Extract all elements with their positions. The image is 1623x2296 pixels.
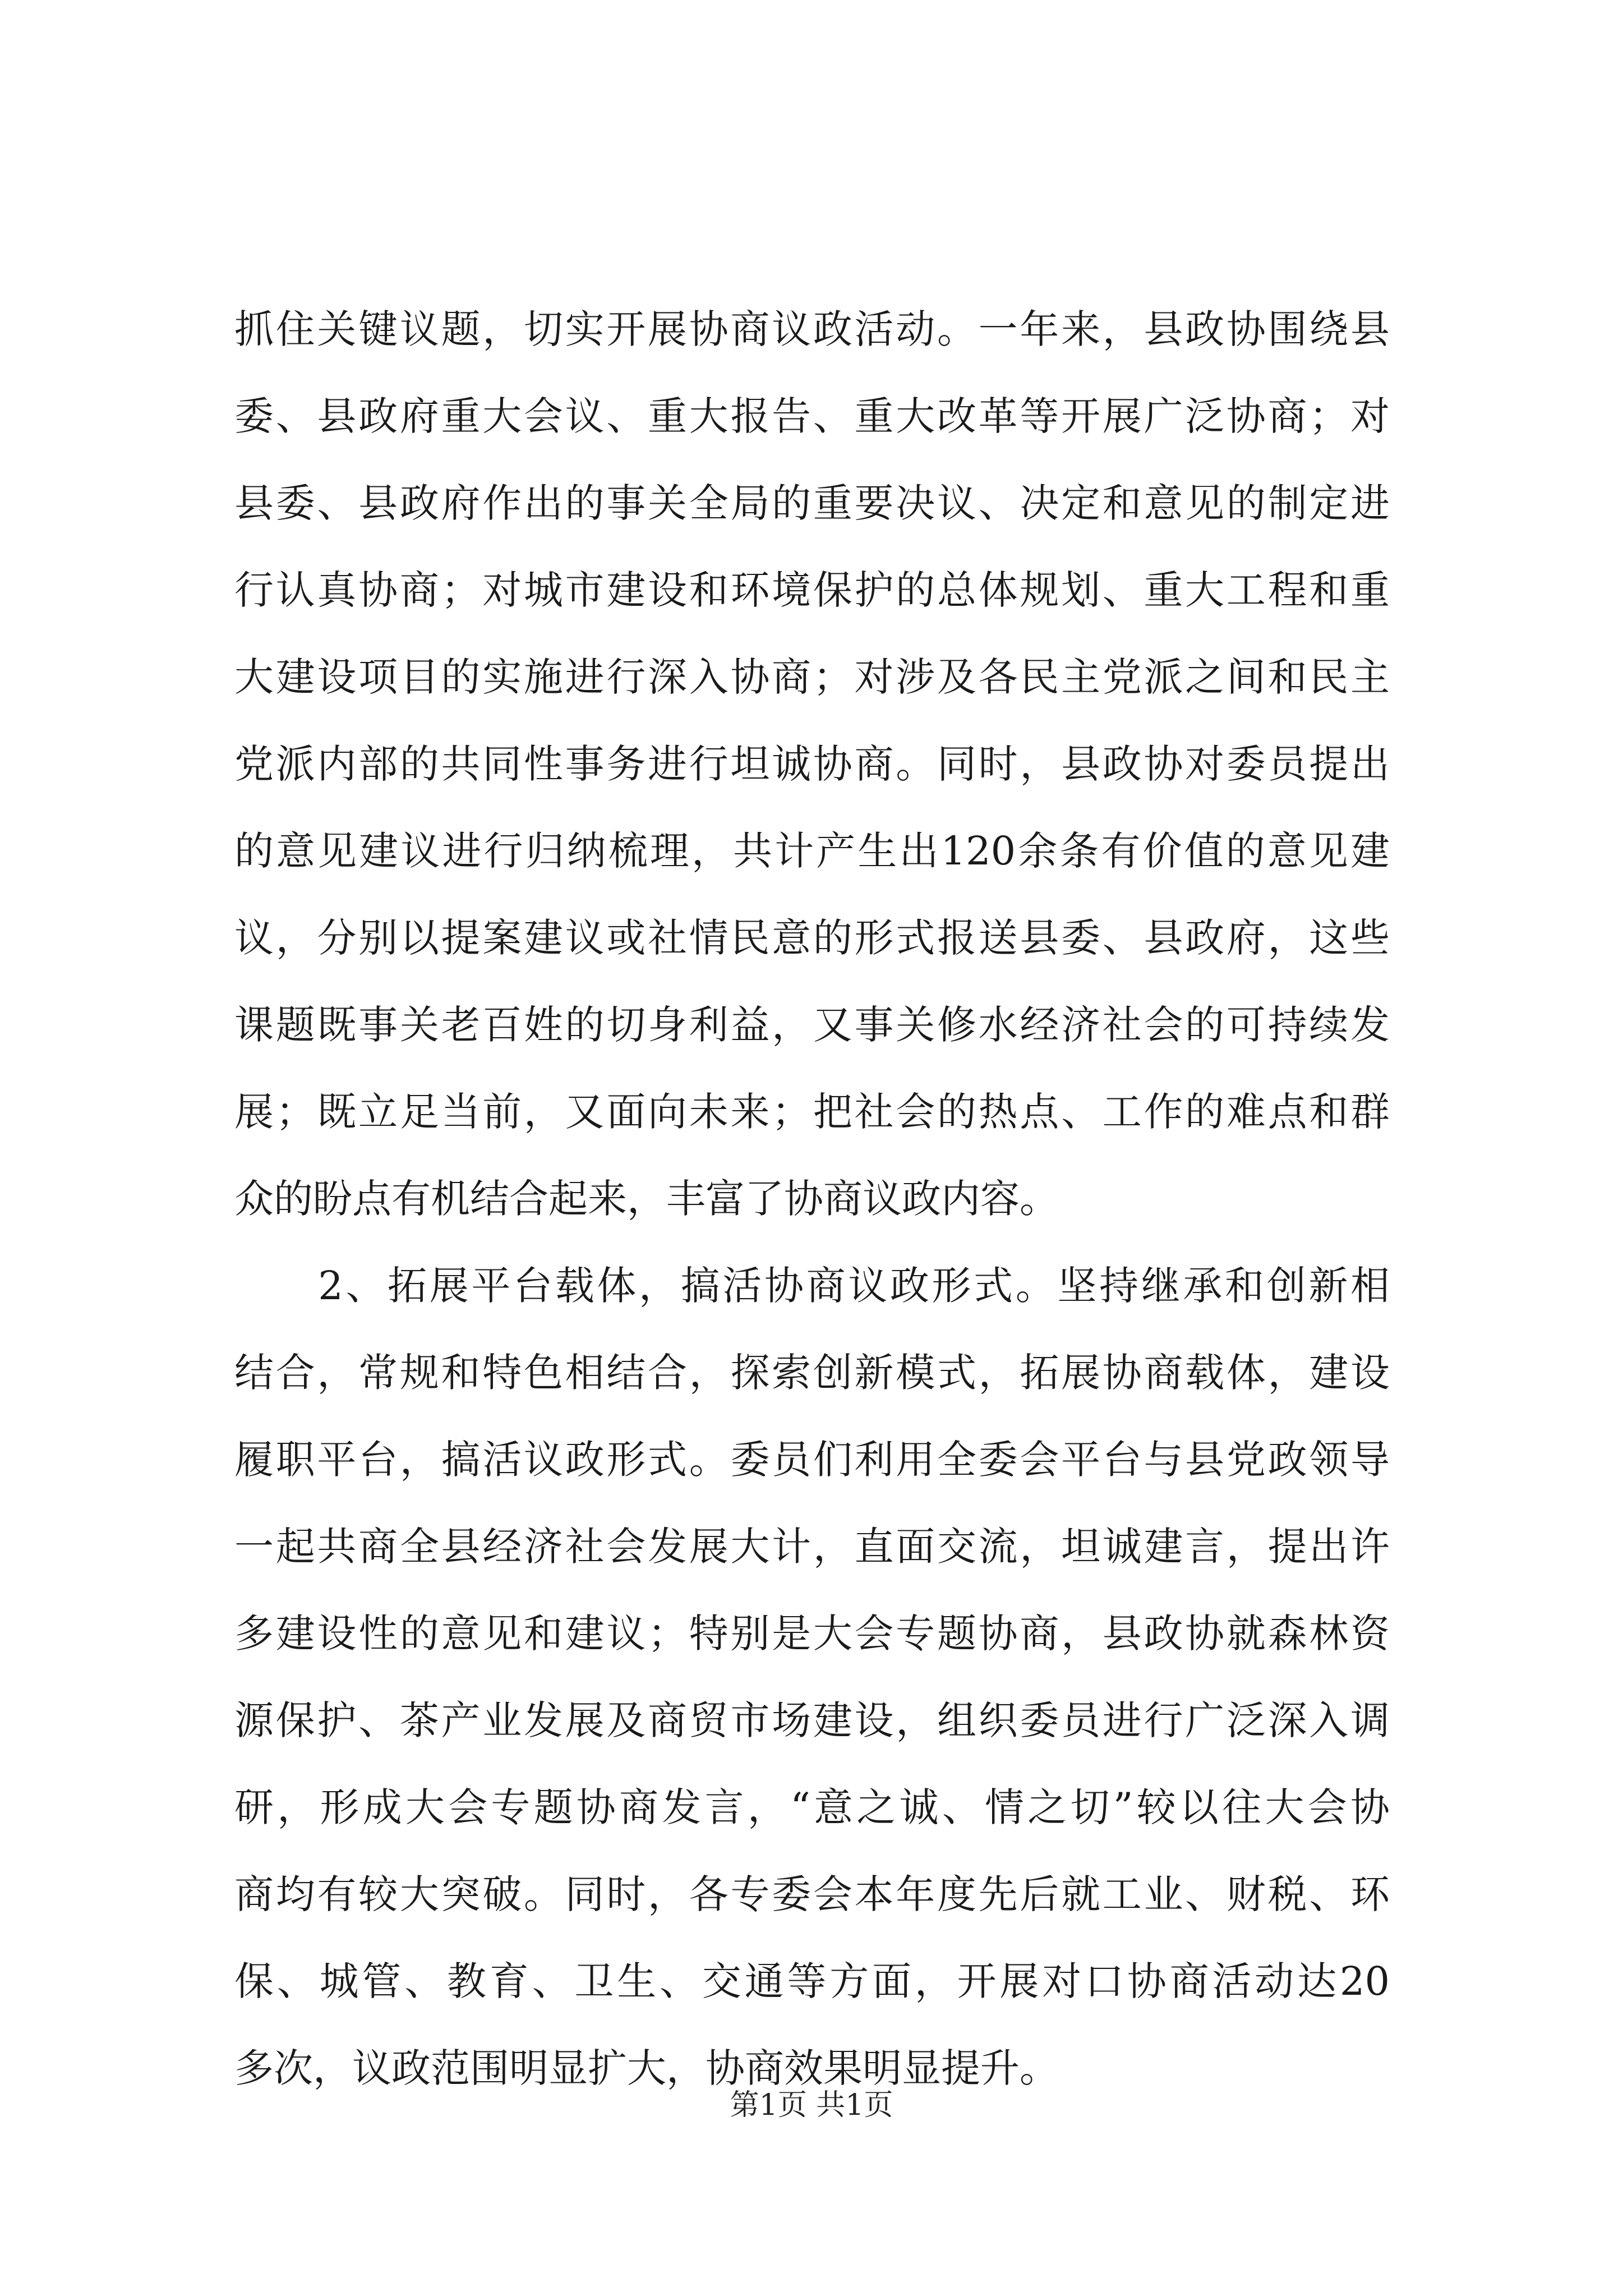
text-line: 委、县政府重大会议、重大报告、重大改革等开展广泛协商；对 <box>234 393 1390 439</box>
page-number-footer: 第1页 共1页 <box>730 2088 893 2122</box>
text-line: 保、城管、教育、卫生、交通等方面，开展对口协商活动达20 <box>234 1958 1390 2004</box>
text-line: 一起共商全县经济社会发展大计，直面交流，坦诚建言，提出许 <box>234 1524 1390 1570</box>
text-line: 商均有较大突破。同时，各专委会本年度先后就工业、财税、环 <box>234 1871 1390 1917</box>
text-line: 抓住关键议题，切实开展协商议政活动。一年来，县政协围绕县 <box>234 306 1390 352</box>
text-line: 众的盼点有机结合起来，丰富了协商议政内容。 <box>234 1176 1059 1222</box>
text-line: 多建设性的意见和建议；特别是大会专题协商，县政协就森林资 <box>234 1611 1390 1657</box>
text-line: 的意见建议进行归纳梳理，共计产生出120余条有价值的意见建 <box>234 828 1390 874</box>
text-line: 多次，议政范围明显扩大，协商效果明显提升。 <box>234 2045 1059 2091</box>
text-line: 源保护、茶产业发展及商贸市场建设，组织委员进行广泛深入调 <box>234 1697 1390 1743</box>
text-line: 课题既事关老百姓的切身利益，又事关修水经济社会的可持续发 <box>234 1002 1390 1048</box>
text-line: 议，分别以提案建议或社情民意的形式报送县委、县政府，这些 <box>234 915 1390 961</box>
text-line: 行认真协商；对城市建设和环境保护的总体规划、重大工程和重 <box>234 567 1390 613</box>
text-line: 大建设项目的实施进行深入协商；对涉及各民主党派之间和民主 <box>234 654 1390 700</box>
text-line: 结合，常规和特色相结合，探索创新模式，拓展协商载体，建设 <box>234 1350 1390 1396</box>
text-line: 党派内部的共同性事务进行坦诚协商。同时，县政协对委员提出 <box>234 741 1390 787</box>
text-line: 履职平台，搞活议政形式。委员们利用全委会平台与县党政领导 <box>234 1437 1390 1483</box>
text-line: 2、拓展平台载体，搞活协商议政形式。坚持继承和创新相 <box>234 1263 1390 1309</box>
text-line: 研，形成大会专题协商发言，“意之诚、情之切”较以往大会协 <box>234 1784 1390 1830</box>
document-body <box>234 286 1390 2112</box>
text-line: 展；既立足当前，又面向未来；把社会的热点、工作的难点和群 <box>234 1089 1390 1135</box>
text-line: 县委、县政府作出的事关全局的重要决议、决定和意见的制定进 <box>234 480 1390 526</box>
